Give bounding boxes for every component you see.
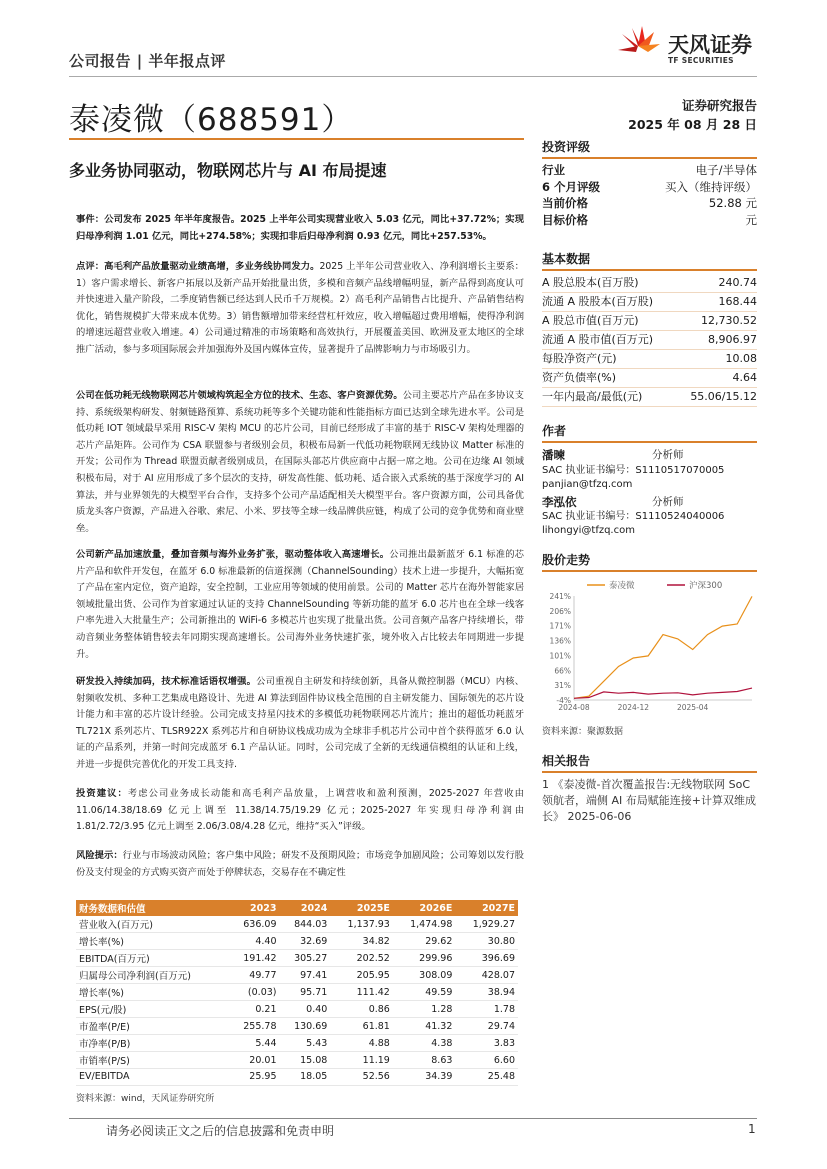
index-line xyxy=(574,688,752,698)
table-row: 市销率(P/S) 20.01 15.08 11.19 8.63 6.60 xyxy=(76,1052,518,1069)
table-header-row: 财务数据和估值 2023 2024 2025E 2026E 2027E xyxy=(76,900,518,916)
table-row: 归属母公司净利润(百万元) 49.77 97.41 205.95 308.09 428.07 xyxy=(76,967,518,984)
author-cert: SAC 执业证书编号：S1110524040006 xyxy=(542,511,725,522)
author-name: 李泓依 xyxy=(542,494,577,509)
y-tick-label: -4% xyxy=(556,696,571,705)
author-email[interactable]: lihongyi@tfzq.com xyxy=(542,525,635,536)
price-chart-panel xyxy=(542,551,757,572)
y-tick-label: 171% xyxy=(549,621,571,631)
author-2: 李泓依 分析师 SAC 执业证书编号：S1110524040006 lihongyi@tfzq.com xyxy=(542,494,757,539)
table-source: 资料来源：wind，天风证券研究所 xyxy=(76,1094,215,1104)
financial-table xyxy=(76,900,518,1086)
basic-data-panel xyxy=(542,250,757,407)
rating-row: 目标价格 元 xyxy=(542,212,757,227)
table-row: 市净率(P/B) 5.44 5.43 4.88 4.38 3.83 xyxy=(76,1035,518,1052)
para-review: 点评：高毛利产品放量驱动业绩高增，多业务线协同发力。2025 上半年公司营业收入、净利润增长主要系：1）客户需求增长、新客户拓展以及新产品开始批量出货，多模和音频产品线增幅明显，新产品得到高度认可并快速进入量产阶段，二季度销售额已经达到人民币千万规模。2）高毛利产品销售占比提升、产品销售结构优化，销售规模扩大带来成本优势。3）销售额增加带来经营杠杆效应，收入增幅超过费用增幅，使得净利润的增速远超营业收入增速。4）公司通过精准的市场策略和高效执行，开展覆盖美国、欧洲及亚太地区的全球推广活动，参与多项国际展会并加强海外及国内媒体宣传，显著提升了品牌影响力与市场吸引力。 xyxy=(76,261,524,355)
para-growth: 公司新产品加速放量，叠加音频与海外业务扩张，驱动整体收入高速增长。公司推出最新蓝牙 6.1 标准的芯片产品和软件开发包，在蓝牙 6.0 标准最新的信道探测（ChannelSounding）技术上进一步提升，大幅拓宽了产品在室内定位，资产追踪，安全控制，工业应用等领域的使用前景。公司的 Matter 芯片在海外智能家居领域批量出货、公司作为首家通过认证的支持 ChannelSounding 等新功能的蓝牙 6.0 芯片也在全球一线客户率先进入大批量生产；公司新推出的 WiFi-6 多模芯片也实现了批量出货。公司音频产品客户持续增长，带动音频业务整体销售较去年同期实现高速增长。公司海外业务快速扩张，境外收入占比较去年同期进一步提升。 xyxy=(76,549,524,660)
rating-row: 当前价格 52.88 元 xyxy=(542,196,757,210)
basic-row: 资产负债率(%) 4.64 xyxy=(542,369,757,388)
report-category: 公司报告 | 半年报点评 xyxy=(69,52,226,70)
rating-row: 行业 电子/半导体 xyxy=(542,163,757,177)
basic-row: A 股总市值(百万元) 12,730.52 xyxy=(542,312,757,331)
y-tick-label: 206% xyxy=(549,606,571,616)
legend-label: 沪深300 xyxy=(689,581,723,591)
table-row: EBITDA(百万元) 191.42 305.27 202.52 299.96 396.69 xyxy=(76,950,518,967)
para-event: 事件：公司发布 2025 年半年度报告。2025 上半年公司实现营业收入 5.03 亿元，同比+37.72%；实现归母净利润 1.01 亿元，同比+274.58%；实现扣非后归母净利润 0.93 亿元，同比+257.53%。 xyxy=(76,214,524,242)
footer-divider xyxy=(69,1118,757,1119)
report-date: 2025 年 08 月 28 日 xyxy=(628,117,757,132)
related-panel xyxy=(542,752,757,825)
basic-row: 一年内最高/最低(元) 55.06/15.12 xyxy=(542,388,757,407)
related-report-link[interactable]: 1 《泰凌微-首次覆盖报告:无线物联网 SoC 领航者，端侧 AI 布局赋能连接+计算双维成长》 2025-06-06 xyxy=(542,778,756,823)
page-number: 1 xyxy=(748,1122,756,1136)
y-tick-label: 241% xyxy=(549,592,571,601)
authors-section-title: 作者 xyxy=(542,422,757,443)
y-tick-label: 31% xyxy=(554,681,571,691)
y-tick-label: 66% xyxy=(554,666,571,676)
header-divider xyxy=(69,76,757,77)
tf-logo-icon xyxy=(612,24,664,68)
disclaimer[interactable]: 请务必阅读正文之后的信息披露和免责申明 xyxy=(106,1124,335,1138)
table-row: 增长率(%) 4.40 32.69 34.82 29.62 30.80 xyxy=(76,933,518,950)
authors-panel xyxy=(542,422,757,538)
brand-name-en: TF SECURITIES xyxy=(668,56,734,65)
title-divider xyxy=(69,138,524,140)
chart-section-title: 股价走势 xyxy=(542,551,757,572)
x-tick-label: 2024-08 xyxy=(558,703,590,712)
company-title: 泰凌微（688591） xyxy=(69,102,354,138)
related-section-title: 相关报告 xyxy=(542,752,757,773)
brand-name: 天风证券 xyxy=(668,33,752,57)
y-tick-label: 101% xyxy=(549,651,571,661)
para-invest: 投资建议：考虑公司业务成长动能和高毛利产品放量，上调营收和盈利预测，2025-2027 年营收由 11.06/14.38/18.69 亿元上调至 11.38/14.75/19.29 亿元；2025-2027 年实现归母净利润由 1.81/2.72/3.95 亿元上调至 2.06/3.08/4.28 亿元，维持“买入”评级。 xyxy=(76,788,524,833)
rating-panel xyxy=(542,138,757,228)
rating-section-title: 投资评级 xyxy=(542,138,757,159)
author-1: 潘暕 分析师 SAC 执业证书编号：S1110517070005 panjian@tfzq.com xyxy=(542,447,757,492)
table-row: 营业收入(百万元) 636.09 844.03 1,137.93 1,474.98 1,929.27 xyxy=(76,916,518,933)
price-line-chart xyxy=(542,578,757,718)
basic-row: A 股总股本(百万股) 240.74 xyxy=(542,274,757,293)
basic-row: 流通 A 股市值(百万元) 8,906.97 xyxy=(542,331,757,350)
basic-section-title: 基本数据 xyxy=(542,250,757,271)
para-risk: 风险提示：行业与市场波动风险；客户集中风险；研发不及预期风险；市场竞争加剧风险；公司筹划以发行股份及支付现金的方式购买资产而处于停牌状态，交易存在不确定性 xyxy=(76,850,524,878)
report-subtitle: 多业务协同驱动，物联网芯片与 AI 布局提速 xyxy=(69,161,387,180)
x-tick-label: 2024-12 xyxy=(617,703,650,712)
legend-label: 泰凌微 xyxy=(609,581,635,591)
stock-price-line xyxy=(574,596,752,698)
basic-row: 每股净资产(元) 10.08 xyxy=(542,350,757,369)
rating-row: 6 个月评级 买入（维持评级） xyxy=(542,179,757,194)
table-row: 市盈率(P/E) 255.78 130.69 61.81 41.32 29.74 xyxy=(76,1018,518,1035)
basic-row: 流通 A 股股本(百万股) 168.44 xyxy=(542,293,757,312)
para-rnd: 研发投入持续加码，技术标准话语权增强。公司重视自主研发和持续创新，具备从微控制器（MCU）内核、射频收发机、多种工艺集成电路设计、先进 AI 算法到固件协议栈全范围的自主研发能力、国际领先的芯片设计能力和丰富的芯片设计经验。公司完成支持星闪技术的多模低功耗物联网芯片流片；推出的超低功耗蓝牙 TL721X 系列芯片、TLSR922X 系列芯片和自研协议栈成功成为全球非手机芯片公司中首个获得蓝牙 6.0 认证的产品系列，并第一时间完成蓝牙 6.1 产品认证。同时，公司完成了全新的无线通信模组的认证和上线，并进一步提供完善优化的开发工具支持. xyxy=(76,676,524,770)
author-name: 潘暕 xyxy=(542,448,565,462)
chart-source: 资料来源：聚源数据 xyxy=(542,727,624,737)
y-tick-label: 136% xyxy=(549,636,571,646)
table-row: EV/EBITDA 25.95 18.05 52.56 34.39 25.48 xyxy=(76,1069,518,1086)
report-type: 证券研究报告 xyxy=(681,98,757,113)
para-advantage: 公司在低功耗无线物联网芯片领域构筑起全方位的技术、生态、客户资源优势。公司主要芯片产品在多协议支持、系统级架构研发、射频链路预算、系统功耗等多个关键功能和性能指标方面已达到全球先进水平。公司是低功耗 IOT 领域最早采用 RISC-V 架构 MCU 的芯片公司，目前已经形成了丰富的基于 RISC-V 架构处理器的芯片产品矩阵。公司作为 CSA 联盟参与者级别会员，积极布局新一代低功耗物联网无线协议 Matter 标准的开发；公司作为 Thread 联盟贡献者级别成员，在国际头部芯片供应商中占据一席之地。公司在边缘 AI 领域积极布局，对于 AI 应用形成了多个层次的支持，研发高性能、低功耗、适合嵌入式系统的基于深度学习的 AI 算法，并与业界领先的大模型平台合作，支持多个公司产品适配相关大模型平台。客户资源方面，公司具备优质龙头客户资源，产品进入谷歌、索尼、小米、罗技等全球一线品牌供应链，构成了公司的竞争优势和商业壁垒。 xyxy=(76,390,524,534)
author-cert: SAC 执业证书编号：S1110517070005 xyxy=(542,464,725,476)
author-email[interactable]: panjian@tfzq.com xyxy=(542,478,633,490)
table-row: EPS(元/股) 0.21 0.40 0.86 1.28 1.78 xyxy=(76,1001,518,1018)
table-row: 增长率(%) (0.03) 95.71 111.42 49.59 38.94 xyxy=(76,984,518,1001)
x-tick-label: 2025-04 xyxy=(676,703,709,712)
